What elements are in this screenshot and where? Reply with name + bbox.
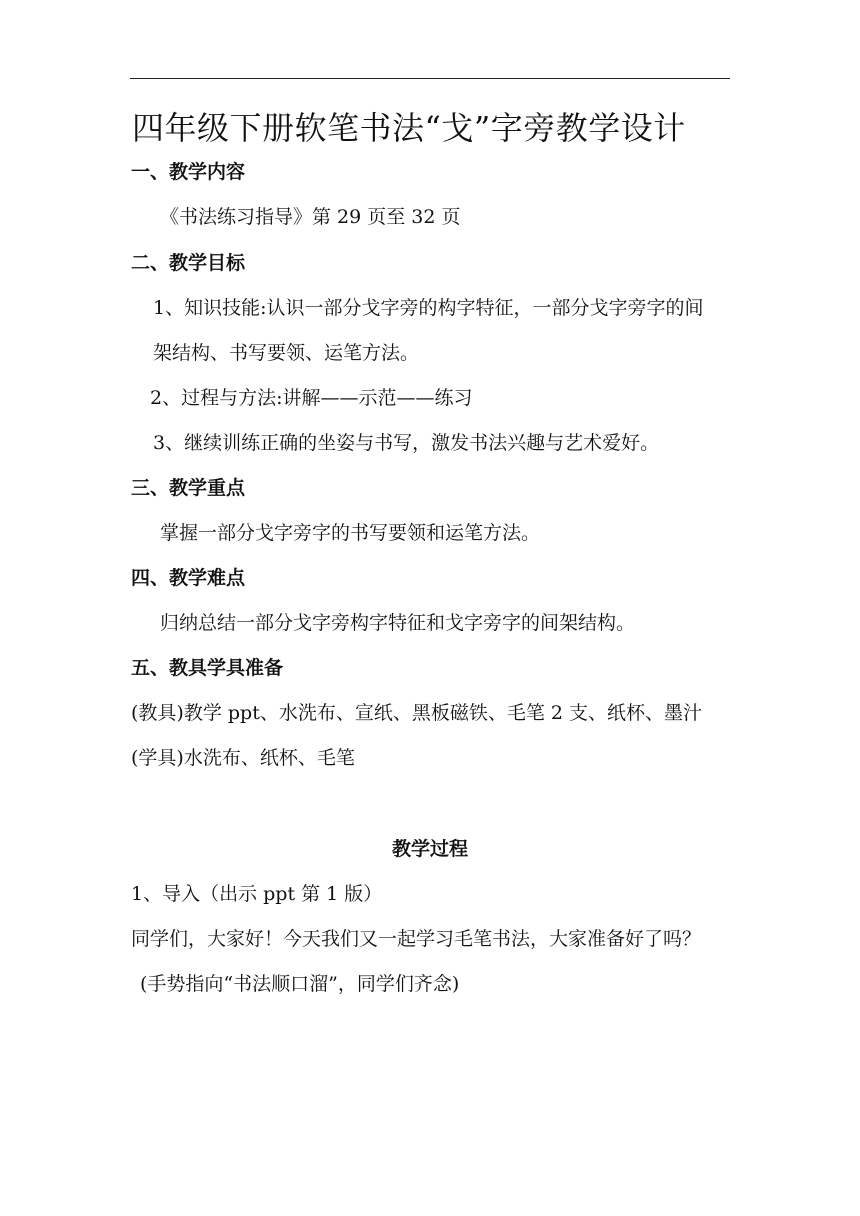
paragraph-line: 《书法练习指导》第 29 页至 32 页 — [160, 206, 461, 228]
paragraph-line: (学具)水洗布、纸杯、毛笔 — [131, 747, 355, 769]
paragraph-line: 1、导入（出示 ppt 第 1 版） — [131, 883, 383, 905]
paragraph-line: (手势指向“书法顺口溜”，同学们齐念) — [140, 973, 460, 995]
document-title: 四年级下册软笔书法“戈”字旁教学设计 — [132, 109, 686, 147]
paragraph-line: 2、过程与方法:讲解——示范——练习 — [150, 387, 473, 409]
header-rule — [130, 78, 730, 79]
section-heading-objectives: 二、教学目标 — [131, 252, 246, 274]
section-heading-difficulties: 四、教学难点 — [131, 567, 246, 589]
paragraph-line: 3、继续训练正确的坐姿与书写，激发书法兴趣与艺术爱好。 — [153, 432, 660, 454]
paragraph-line: 掌握一部分戈字旁字的书写要领和运笔方法。 — [160, 522, 541, 544]
section-heading-materials: 五、教具学具准备 — [131, 657, 284, 679]
paragraph-line: (教具)教学 ppt、水洗布、宣纸、黑板磁铁、毛笔 2 支、纸杯、墨汁 — [131, 702, 702, 724]
paragraph-line: 1、知识技能:认识一部分戈字旁的构字特征，一部分戈字旁字的间 — [153, 297, 704, 319]
section-heading-content: 一、教学内容 — [131, 161, 246, 183]
paragraph-line: 归纳总结一部分戈字旁构字特征和戈字旁字的间架结构。 — [160, 612, 636, 634]
paragraph-line: 架结构、书写要领、运笔方法。 — [153, 342, 420, 364]
process-heading: 教学过程 — [391, 838, 468, 860]
paragraph-line: 同学们，大家好！今天我们又一起学习毛笔书法，大家准备好了吗？ — [131, 928, 702, 950]
section-heading-key-points: 三、教学重点 — [131, 477, 246, 499]
